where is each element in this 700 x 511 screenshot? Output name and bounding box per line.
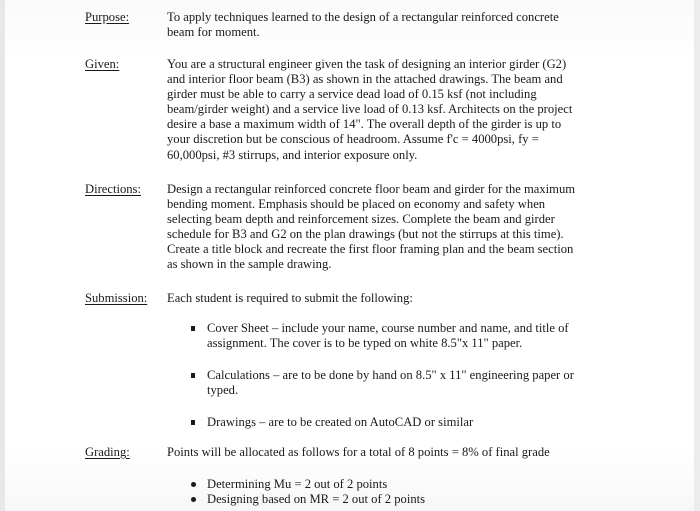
- given-text: [167, 57, 617, 163]
- bullet-icon: [191, 326, 195, 331]
- submission-intro: Each student is required to submit the following:: [167, 291, 413, 305]
- purpose-label: Purpose:: [85, 10, 130, 24]
- purpose-line: beam for moment.: [167, 25, 260, 40]
- directions-line: Create a title block and recreate the first floor framing plan and the beam section: [167, 242, 574, 257]
- directions-line: as shown in the sample drawing.: [167, 257, 332, 272]
- bullet-icon: [191, 373, 195, 378]
- directions-line: bending moment. Emphasis should be placed on economy and safety when: [167, 197, 546, 212]
- list-item: [191, 477, 619, 492]
- bullet-icon: [191, 420, 195, 425]
- given-line: You are a structural engineer given the task of designing an interior girder (G2): [167, 57, 567, 71]
- grading-item: Determining Mu = 2 out of 2 points: [207, 477, 388, 491]
- submission-list: [191, 415, 619, 430]
- list-item: [191, 321, 619, 351]
- given-line: desire a base a maximum width of 14". The overall depth of the girder is up to: [167, 117, 562, 132]
- directions-label: Directions:: [85, 182, 141, 196]
- page-edge-right: [694, 0, 700, 511]
- directions-line: selecting beam depth and reinforcement sizes. Complete the beam and girder: [167, 212, 555, 227]
- list-item: [191, 368, 619, 398]
- submission-item-line: Cover Sheet – include your name, course number and name, and title of: [207, 321, 569, 335]
- grading-list: [191, 477, 619, 507]
- grading-item: Designing based on MR = 2 out of 2 points: [207, 492, 426, 507]
- bullet-icon: [191, 497, 196, 502]
- directions-line: Design a rectangular reinforced concrete floor beam and girder for the maximum: [167, 182, 576, 196]
- submission-item-line: Drawings – are to be created on AutoCAD or similar: [207, 415, 474, 429]
- submission-item-line: assignment. The cover is to be typed on white 8.5"x 11" paper.: [207, 336, 523, 351]
- purpose-line: To apply techniques learned to the design of a rectangular reinforced concrete: [167, 10, 559, 24]
- grading-intro: Points will be allocated as follows for a total of 8 points = 8% of final grade: [167, 445, 550, 459]
- purpose-text: [167, 10, 617, 40]
- list-item: [191, 492, 619, 507]
- page-edge-left: [0, 0, 5, 511]
- directions-text: [167, 182, 617, 273]
- directions-line: schedule for B3 and G2 on the plan drawings (but not the stirrups at this time).: [167, 227, 564, 242]
- given-label: Given:: [85, 57, 120, 71]
- grading-label: Grading:: [85, 445, 130, 459]
- submission-label: Submission:: [85, 291, 148, 305]
- given-line: 60,000psi, #3 stirrups, and interior exposure only.: [167, 147, 418, 162]
- bullet-icon: [191, 482, 196, 487]
- submission-list: [191, 368, 619, 398]
- given-line: beam/girder weight) and a service live load of 0.13 ksf. Architects on the project: [167, 102, 573, 117]
- list-item: [191, 415, 619, 430]
- given-line: and interior floor beam (B3) as shown in the attached drawings. The beam and: [167, 72, 563, 87]
- submission-item-line: typed.: [207, 383, 239, 398]
- submission-item-line: Calculations – are to be done by hand on 8.5" x 11" engineering paper or: [207, 368, 574, 382]
- submission-list: [191, 321, 619, 351]
- given-line: girder must be able to carry a service dead load of 0.15 ksf (not including: [167, 87, 537, 102]
- given-line: your discretion but be conscious of headroom. Assume f'c = 4000psi, fy =: [167, 132, 539, 147]
